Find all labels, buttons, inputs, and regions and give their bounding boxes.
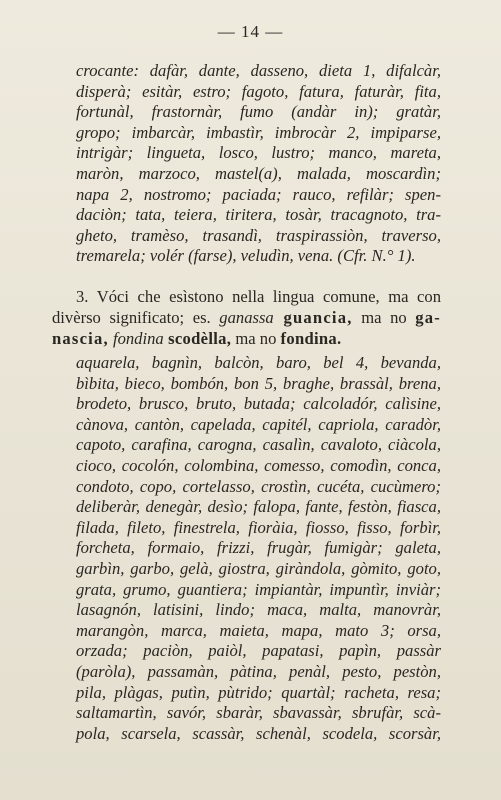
text-line: deliberàr, denegàr, desìo; falopa, fante, festòn, fiasca, [76, 497, 441, 517]
text-line: filada, fileto, finestrela, fioràia, fiosso, fisso, forbìr, [76, 517, 441, 537]
text-line: disperà; esitàr, estro; fagoto, fatura, faturàr, fita, [76, 81, 441, 101]
text-line: condoto, copo, cortelasso, crostìn, cucéta, cucùmero; [76, 476, 441, 496]
text-line: brodeto, brusco, bruto, butada; calcoladór, calìsine, [76, 394, 441, 414]
section-text: divèrso significato; es. [52, 308, 220, 327]
text-line: gropo; imbarcàr, imbastìr, imbrocàr 2, impiparse, [76, 122, 441, 142]
text-line: gheto, tramèso, trasandì, traspirassiòn, traverso, [76, 225, 441, 245]
example-negation: nascia, [52, 329, 109, 348]
text-line: (paròla), passamàn, pàtina, penàl, pesto, pestòn, [76, 661, 441, 681]
section-text: ma no [231, 329, 281, 348]
text-line: daciòn; tata, teiera, tiritera, tosàr, tracagnoto, tra- [76, 205, 441, 225]
text-line: capoto, carafina, carogna, casalìn, cavaloto, ciàcola, [76, 435, 441, 455]
text-line: crocante: dafàr, dante, dasseno, dieta 1, difalcàr, [76, 61, 441, 80]
text-line: napa 2, nostromo; paciada; rauco, refilàr; spen- [76, 184, 441, 204]
section-line-1: 3. Vóci che esìstono nella lingua comune, ma con [76, 287, 441, 306]
paragraph-word-list-3 [76, 353, 441, 744]
text-line: aquarela, bagnìn, balcòn, baro, bel 4, bevanda, [76, 353, 441, 372]
page-number: — 14 — [217, 22, 284, 41]
text-line: saltamartìn, savór, sbaràr, sbavassàr, sbrufàr, scà- [76, 703, 441, 723]
paragraph-word-list-1 [76, 61, 441, 267]
text-line: fortunàl, frastornàr, fumo (andàr in); gratàr, [76, 102, 441, 122]
section-line-2 [52, 307, 441, 328]
text-line: forcheta, formaio, frizzi, frugàr, fumigàr; galeta, [76, 538, 441, 558]
text-line: lasagnón, latisini, lindo; maca, malta, manovràr, [76, 600, 441, 620]
text-line: cànova, cantòn, capelada, capitél, capriola, caradòr, [76, 414, 441, 434]
example-negation: ga- [415, 308, 442, 327]
text-line: intrigàr; lingueta, losco, lustro; manco, mareta, [76, 143, 441, 163]
text-line: tremarela; volér (farse), veludìn, vena. (Cfr. N.° 1). [76, 246, 416, 266]
text-line: pola, scarsela, scassàr, schenàl, scodela, scorsàr, [76, 723, 441, 743]
section-3-heading [52, 286, 441, 349]
example-word: fondina [108, 329, 164, 348]
text-line: bìbita, bieco, bombón, bon 5, braghe, brassàl, brena, [76, 373, 441, 393]
text-line: cioco, cocolón, colombina, comesso, comodìn, conca, [76, 455, 441, 475]
section-text: ma no [352, 308, 416, 327]
example-meaning: scodèlla, [163, 329, 232, 348]
example-meaning: guancia, [273, 308, 353, 327]
example-negation: fondina. [280, 329, 342, 348]
text-line: maròn, marzoco, mastel(a), malada, moscardìn; [76, 163, 441, 183]
text-line: grata, grumo, guantiera; impiantàr, impuntìr, inviàr; [76, 579, 441, 599]
text-line: marangòn, marca, maieta, mapa, mato 3; orsa, [76, 620, 441, 640]
example-word: ganassa [219, 308, 274, 327]
text-line: garbìn, garbo, gelà, giostra, giràndola, gòmito, goto, [76, 558, 441, 578]
text-line: pila, plàgas, putìn, pùtrido; quartàl; racheta, resa; [76, 682, 441, 702]
section-line-3 [52, 328, 441, 349]
text-line: orzada; paciòn, paiòl, papatasi, papìn, passàr [76, 641, 441, 661]
